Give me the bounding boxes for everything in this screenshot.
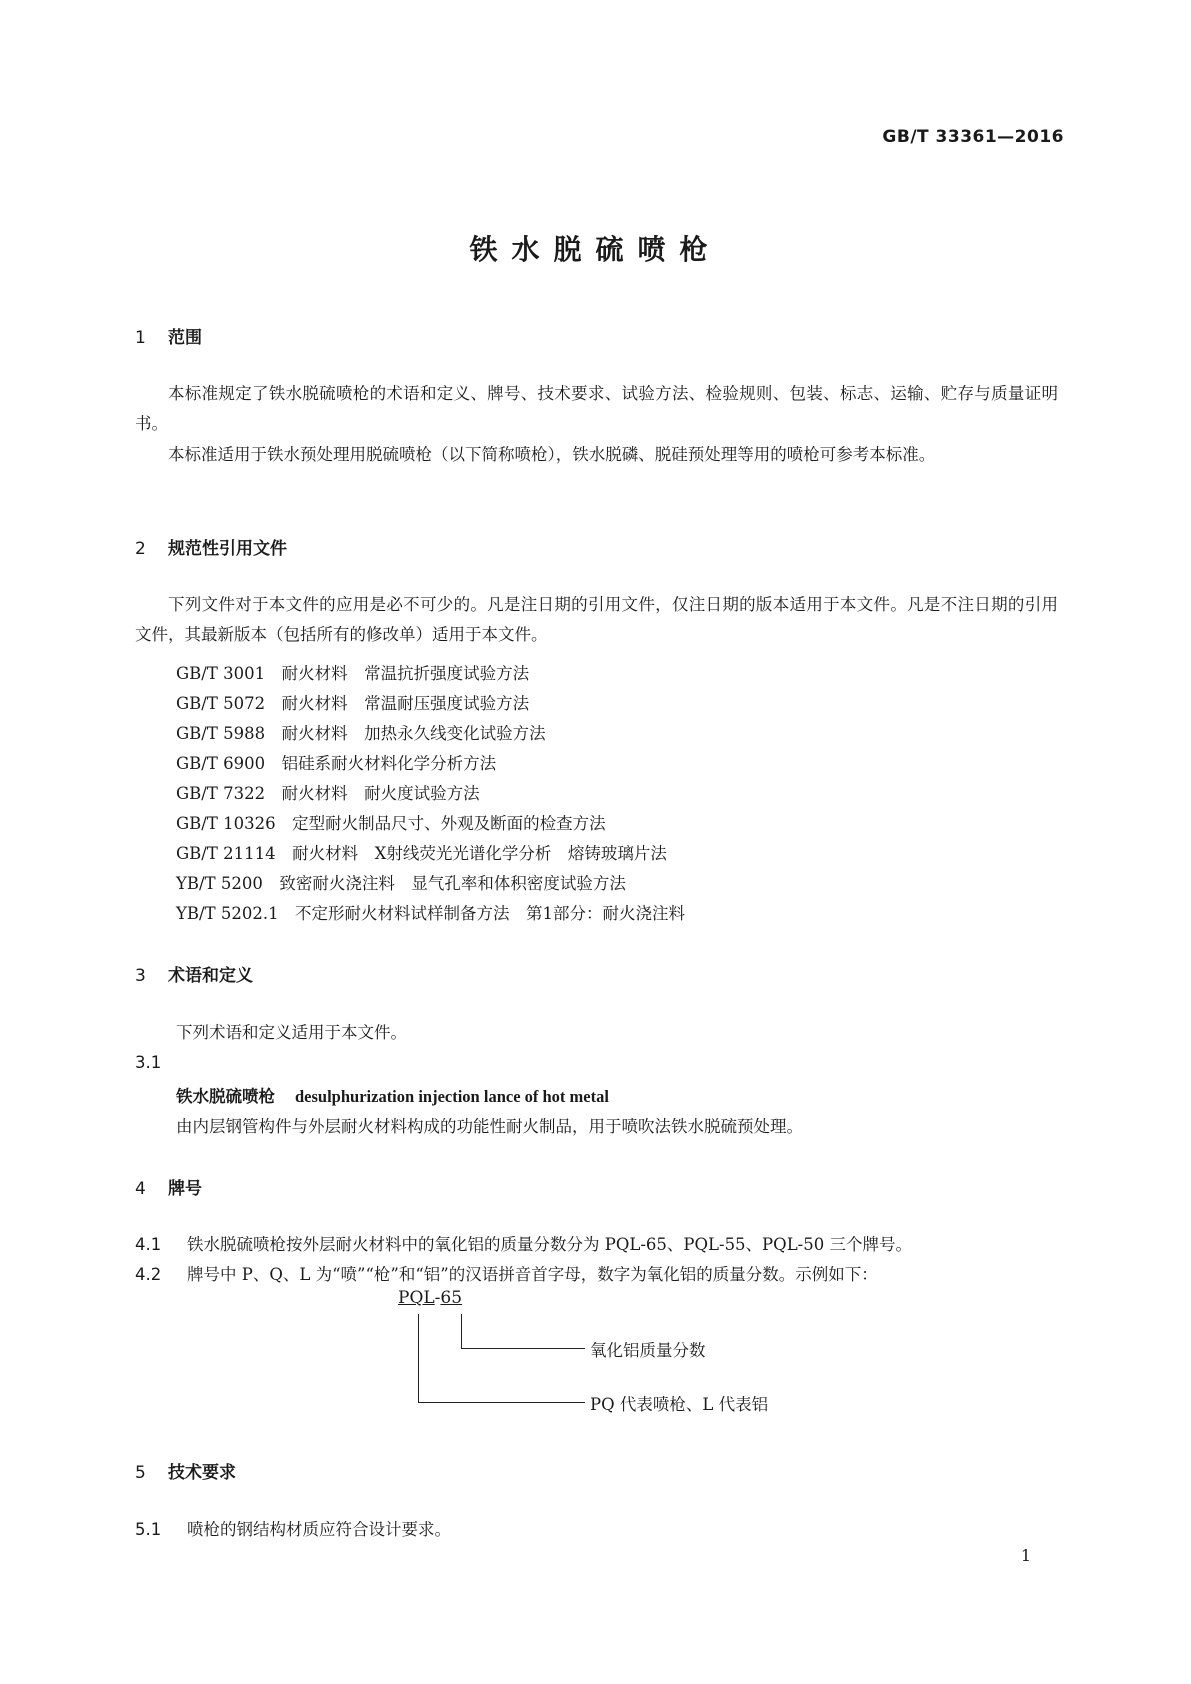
- section-2-heading: [135, 534, 287, 559]
- reference-item: GB/T 7322 耐火材料 耐火度试验方法: [176, 784, 480, 803]
- clause-text: 牌号中 P、Q、L 为“喷”“枪”和“铝”的汉语拼音首字母，数字为氧化铝的质量分数。示例如下：: [187, 1265, 878, 1284]
- reference-item: GB/T 21114 耐火材料 X射线荧光光谱化学分析 熔铸玻璃片法: [176, 844, 667, 863]
- document-title: 铁水脱硫喷枪: [469, 233, 722, 266]
- page-number: 1: [1020, 1546, 1031, 1565]
- clause-number: 4.2: [135, 1265, 162, 1284]
- section-number: 4: [135, 1179, 146, 1199]
- scope-paragraph-2: 本标准适用于铁水预处理用脱硫喷枪（以下简称喷枪），铁水脱磷、脱硅预处理等用的喷枪可参考本标准。: [168, 445, 936, 464]
- terms-intro: 下列术语和定义适用于本文件。: [176, 1023, 407, 1042]
- clause-number: 4.1: [135, 1235, 162, 1254]
- term-english: desulphurization injection lance of hot metal: [295, 1087, 609, 1106]
- reference-item: YB/T 5200 致密耐火浇注料 显气孔率和体积密度试验方法: [176, 874, 626, 893]
- leader-line-number-vertical: [461, 1314, 462, 1348]
- reference-item: GB/T 10326 定型耐火制品尺寸、外观及断面的检查方法: [176, 814, 606, 833]
- grade-code-dash: -: [434, 1288, 441, 1308]
- clause-number: 5.1: [135, 1520, 162, 1539]
- clause-4-2: [135, 1261, 878, 1285]
- leader-line-letters-vertical: [418, 1314, 419, 1402]
- section-title: 规范性引用文件: [168, 539, 287, 559]
- leader-line-number-horizontal: [461, 1348, 585, 1349]
- clause-text: 铁水脱硫喷枪按外层耐火材料中的氧化铝的质量分数分为 PQL-65、PQL-55、PQL-50 三个牌号。: [187, 1235, 912, 1254]
- section-number: 5: [135, 1463, 146, 1483]
- section-5-heading: [135, 1458, 236, 1483]
- reference-item: GB/T 5072 耐火材料 常温耐压强度试验方法: [176, 694, 530, 713]
- grade-code-letters: PQL: [398, 1288, 435, 1308]
- reference-item: GB/T 6900 铝硅系耐火材料化学分析方法: [176, 754, 497, 773]
- label-alumina-fraction: 氧化铝质量分数: [590, 1341, 706, 1360]
- section-number: 1: [135, 328, 146, 348]
- grade-code: [398, 1288, 462, 1308]
- clause-5-1: [135, 1516, 451, 1540]
- scope-paragraph-1: 本标准规定了铁水脱硫喷枪的术语和定义、牌号、技术要求、试验方法、检验规则、包装、标志、运输、贮存与质量证明书。: [135, 384, 1058, 433]
- section-1-heading: [135, 323, 202, 348]
- reference-item: GB/T 5988 耐火材料 加热永久线变化试验方法: [176, 724, 546, 743]
- section-title: 技术要求: [168, 1463, 236, 1483]
- term-number: 3.1: [135, 1053, 162, 1072]
- section-4-heading: [135, 1174, 202, 1199]
- grade-code-number: 65: [440, 1288, 463, 1308]
- leader-line-letters-horizontal: [418, 1402, 585, 1403]
- reference-item: YB/T 5202.1 不定形耐火材料试样制备方法 第1部分：耐火浇注料: [176, 904, 686, 923]
- references-intro: 下列文件对于本文件的应用是必不可少的。凡是注日期的引用文件，仅注日期的版本适用于本文件。凡是不注日期的引用文件，其最新版本（包括所有的修改单）适用于本文件。: [135, 595, 1058, 644]
- section-title: 术语和定义: [168, 966, 253, 986]
- reference-item: GB/T 3001 耐火材料 常温抗折强度试验方法: [176, 664, 530, 683]
- section-title: 范围: [168, 328, 202, 348]
- section-3-heading: [135, 961, 253, 986]
- term-heading: [176, 1083, 609, 1107]
- section-title: 牌号: [168, 1179, 202, 1199]
- clause-4-1: [135, 1231, 912, 1255]
- section-number: 2: [135, 539, 146, 559]
- label-letters-meaning: PQ 代表喷枪、L 代表铝: [590, 1395, 769, 1414]
- section-number: 3: [135, 966, 146, 986]
- standard-code: GB/T 33361—2016: [882, 127, 1064, 147]
- clause-text: 喷枪的钢结构材质应符合设计要求。: [187, 1520, 451, 1539]
- term-chinese: 铁水脱硫喷枪: [176, 1087, 275, 1106]
- term-definition: 由内层钢管构件与外层耐火材料构成的功能性耐火制品，用于喷吹法铁水脱硫预处理。: [176, 1117, 803, 1136]
